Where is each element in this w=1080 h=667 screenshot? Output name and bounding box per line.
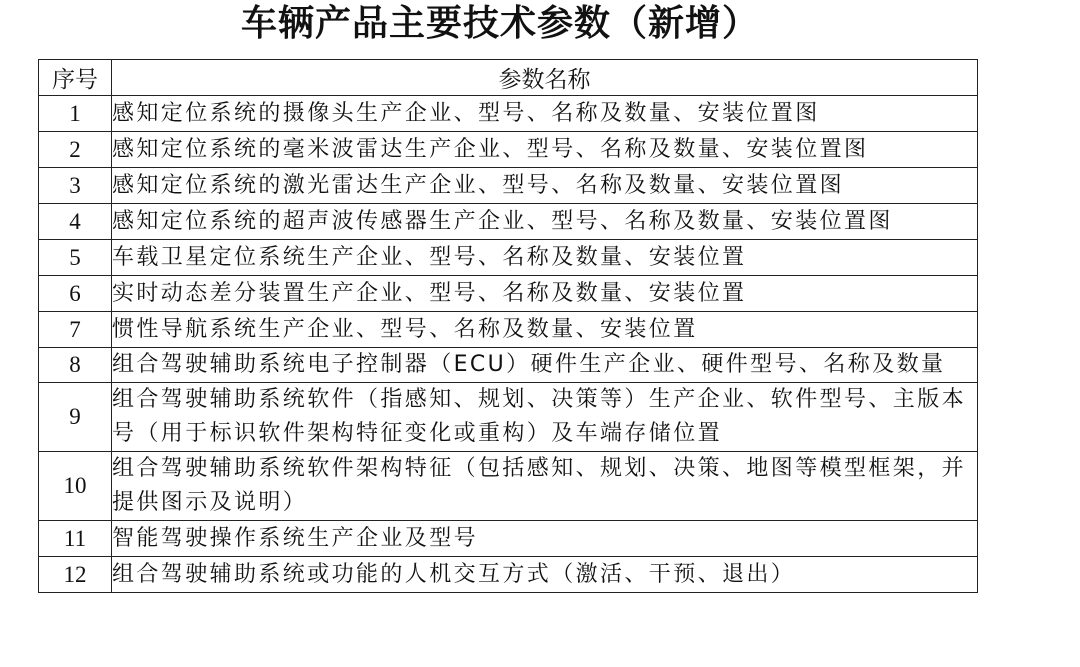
row-index: 4 (39, 204, 112, 240)
row-parameter-name: 感知定位系统的摄像头生产企业、型号、名称及数量、安装位置图 (112, 96, 978, 132)
table-row (39, 96, 978, 132)
table-row (39, 521, 978, 557)
table-row (39, 348, 978, 383)
row-index: 2 (39, 132, 112, 168)
row-index: 9 (39, 383, 112, 452)
row-index: 8 (39, 348, 112, 383)
row-index: 3 (39, 168, 112, 204)
page-title: 车辆产品主要技术参数（新增） (240, 3, 759, 44)
row-index: 10 (39, 452, 112, 521)
table-row (39, 204, 978, 240)
row-index: 5 (39, 240, 112, 276)
row-parameter-name: 感知定位系统的毫米波雷达生产企业、型号、名称及数量、安装位置图 (112, 132, 978, 168)
row-index: 7 (39, 312, 112, 348)
table-row (39, 132, 978, 168)
table-header-row (39, 60, 978, 96)
row-parameter-name: 组合驾驶辅助系统软件架构特征（包括感知、规划、决策、地图等模型框架，并提供图示及说明） (112, 452, 978, 521)
table-row (39, 276, 978, 312)
row-index: 6 (39, 276, 112, 312)
row-parameter-name: 惯性导航系统生产企业、型号、名称及数量、安装位置 (112, 312, 978, 348)
row-index: 1 (39, 96, 112, 132)
row-parameter-name: 组合驾驶辅助系统电子控制器（ECU）硬件生产企业、硬件型号、名称及数量 (112, 348, 978, 383)
table-row (39, 240, 978, 276)
row-parameter-name: 智能驾驶操作系统生产企业及型号 (112, 521, 978, 557)
table-row (39, 312, 978, 348)
table-row (39, 383, 978, 452)
parameters-table (38, 59, 978, 593)
column-header-index: 序号 (39, 60, 112, 96)
row-parameter-name: 感知定位系统的超声波传感器生产企业、型号、名称及数量、安装位置图 (112, 204, 978, 240)
table-row (39, 168, 978, 204)
row-index: 11 (39, 521, 112, 557)
row-parameter-name: 实时动态差分装置生产企业、型号、名称及数量、安装位置 (112, 276, 978, 312)
row-parameter-name: 组合驾驶辅助系统或功能的人机交互方式（激活、干预、退出） (112, 557, 978, 593)
table-row (39, 452, 978, 521)
table-row (39, 557, 978, 593)
column-header-name: 参数名称 (112, 60, 978, 96)
row-parameter-name: 组合驾驶辅助系统软件（指感知、规划、决策等）生产企业、软件型号、主版本号（用于标识软件架构特征变化或重构）及车端存储位置 (112, 383, 978, 452)
row-index: 12 (39, 557, 112, 593)
row-parameter-name: 车载卫星定位系统生产企业、型号、名称及数量、安装位置 (112, 240, 978, 276)
row-parameter-name: 感知定位系统的激光雷达生产企业、型号、名称及数量、安装位置图 (112, 168, 978, 204)
